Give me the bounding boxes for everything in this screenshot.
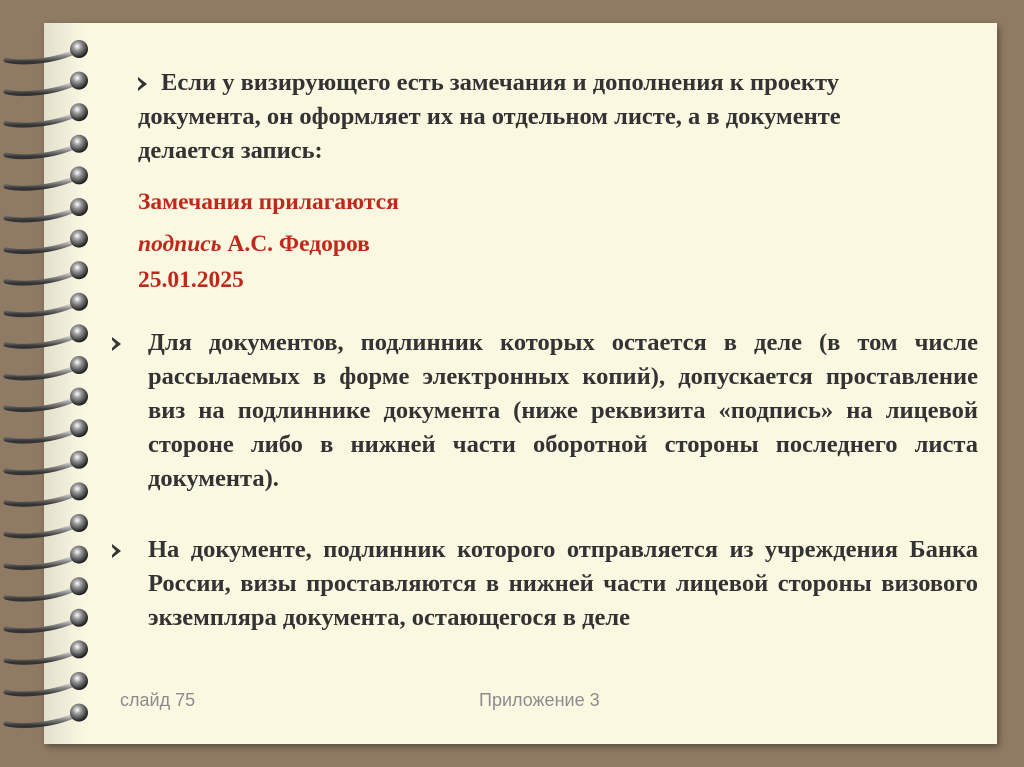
bullet-original-sent <box>112 533 978 635</box>
arrowhead-bullet-icon <box>112 544 121 558</box>
spiral-ring-icon <box>6 198 88 220</box>
arrowhead-bullet-icon <box>138 77 147 91</box>
spiral-ring-icon <box>6 514 88 536</box>
spiral-ring-icon <box>6 166 88 188</box>
spiral-ring-icon <box>6 704 88 726</box>
signature-name: А.С. Федоров <box>221 231 370 257</box>
example-remarks-attached: Замечания прилагаются <box>138 189 399 215</box>
spiral-ring-icon <box>6 72 88 94</box>
spiral-ring-icon <box>6 40 88 62</box>
signature-label: подпись <box>138 231 222 257</box>
spiral-ring-icon <box>6 261 88 283</box>
spiral-ring-icon <box>6 419 88 441</box>
spiral-ring-icon <box>6 356 88 378</box>
spiral-binding <box>0 0 110 767</box>
bullet-remarks <box>138 66 978 168</box>
spiral-ring-icon <box>6 482 88 504</box>
bullet-original-stays <box>112 326 978 496</box>
spiral-ring-icon <box>6 640 88 662</box>
spiral-ring-icon <box>6 135 88 157</box>
spiral-ring-icon <box>6 293 88 315</box>
spiral-ring-icon <box>6 546 88 568</box>
spiral-ring-icon <box>6 609 88 631</box>
spiral-ring-icon <box>6 672 88 694</box>
example-signature <box>138 227 370 261</box>
appendix-label: Приложение 3 <box>479 690 600 710</box>
arrowhead-bullet-icon <box>112 337 121 351</box>
spiral-ring-icon <box>6 103 88 125</box>
spiral-ring-icon <box>6 388 88 410</box>
bullet-remarks-line-1: Если у визирующего есть замечания и дополнения к проекту <box>161 69 839 96</box>
bullet-remarks-line-2: документа, он оформляет их на отдельном листе, а в документе <box>138 103 841 130</box>
bullet-original-sent-text: На документе, подлинник которого отправляется из учреждения Банка России, визы проставляются в нижней части лицевой стороны визового экземпляра документа, остающегося в деле <box>148 536 978 631</box>
spiral-ring-icon <box>6 577 88 599</box>
slide-number: слайд 75 <box>120 690 196 710</box>
spiral-ring-icon <box>6 324 88 346</box>
bullet-remarks-line-3: делается запись: <box>138 137 323 164</box>
spiral-ring-icon <box>6 451 88 473</box>
example-date: 25.01.2025 <box>138 267 244 293</box>
spiral-ring-icon <box>6 230 88 252</box>
bullet-original-stays-text: Для документов, подлинник которых остается в деле (в том числе рассылаемых в форме электронных копий), допускается проставление виз на подлиннике документа (ниже реквизита «подпись» на лицевой стороне либо в нижней части оборотной стороны последнего листа документа). <box>148 329 978 492</box>
